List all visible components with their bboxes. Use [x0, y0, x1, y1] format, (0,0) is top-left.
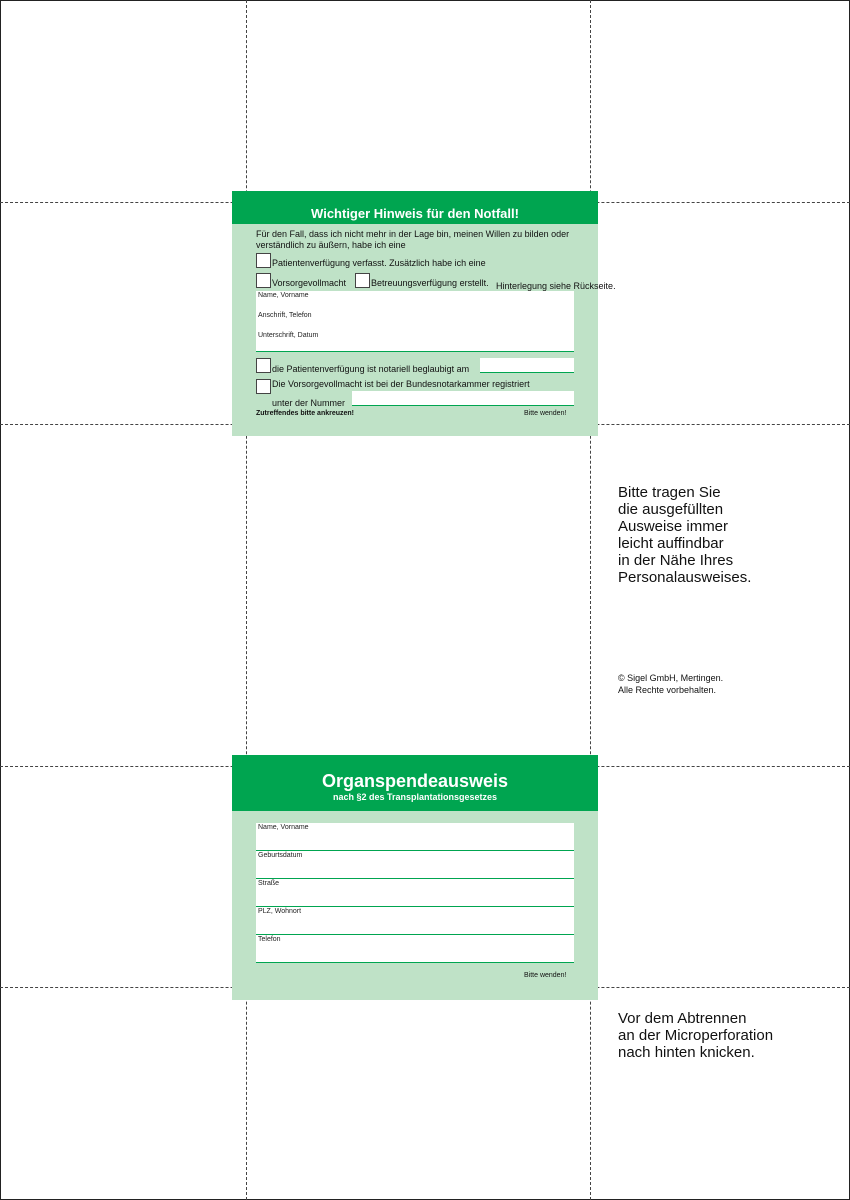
bitte-wenden-1: Bitte wenden! [524, 410, 567, 417]
betreuungsverfuegung-checkbox[interactable] [355, 273, 370, 288]
carry-hint-line-4: leicht auffindbar [618, 535, 724, 552]
notfall-title: Wichtiger Hinweis für den Notfall! [232, 191, 598, 224]
notfall-card [232, 191, 616, 436]
name-field[interactable] [256, 291, 574, 312]
carry-hint-line-2: die ausgefüllten [618, 501, 724, 518]
telefon-label: Telefon [258, 936, 281, 943]
organ-name-field[interactable] [256, 823, 574, 851]
notfall-intro: Für den Fall, dass ich nicht mehr in der Lage bin, meinen Willen zu bilden oder verständlich zu äußern, habe ich eine [256, 229, 570, 250]
carry-hint-line-1: Bitte tragen Sie [618, 484, 721, 501]
bundesnotarkammer-checkbox[interactable] [256, 379, 271, 394]
perforation-vertical-right [590, 0, 591, 1200]
organspende-card [232, 755, 598, 1000]
bitte-wenden-2: Bitte wenden! [524, 972, 567, 979]
geburtsdatum-field[interactable] [256, 851, 574, 879]
copyright-notice [618, 672, 723, 696]
notariell-checkbox[interactable] [256, 358, 271, 373]
nummer-field[interactable] [352, 391, 574, 406]
name-field-label: Name, Vorname [258, 292, 309, 299]
carry-hint [618, 484, 751, 586]
patientenverfuegung-checkbox[interactable] [256, 253, 271, 268]
fold-instruction-line-2: an der Microperforation [618, 1027, 774, 1044]
organspende-banner [232, 755, 598, 811]
anschrift-field[interactable] [256, 311, 574, 332]
carry-hint-line-3: Ausweise immer [618, 518, 729, 535]
anschrift-field-label: Anschrift, Telefon [258, 312, 312, 319]
geburtsdatum-label: Geburtsdatum [258, 852, 303, 859]
notariell-label: die Patientenverfügung ist notariell beglaubigt am [272, 364, 470, 374]
vorsorgevollmacht-checkbox[interactable] [256, 273, 271, 288]
copyright-line-1: © Sigel GmbH, Mertingen. [618, 673, 724, 683]
strasse-field[interactable] [256, 879, 574, 907]
fold-instruction-line-1: Vor dem Abtrennen [618, 1010, 747, 1027]
fold-instruction-line-3: nach hinten knicken. [618, 1044, 755, 1061]
plz-wohnort-label: PLZ, Wohnort [258, 908, 302, 915]
organ-name-label: Name, Vorname [258, 824, 309, 831]
nummer-label: unter der Nummer [272, 398, 346, 408]
beglaubigt-datum-field[interactable] [480, 358, 574, 373]
zutreffendes-note: Zutreffendes bitte ankreuzen! [256, 410, 355, 417]
copyright-line-2: Alle Rechte vorbehalten. [618, 685, 717, 695]
telefon-field[interactable] [256, 935, 574, 963]
unterschrift-field-label: Unterschrift, Datum [258, 332, 319, 339]
patientenverfuegung-label: Patientenverfügung verfasst. Zusätzlich habe ich eine [272, 258, 486, 268]
fold-instruction [618, 1010, 773, 1061]
carry-hint-line-5: in der Nähe Ihres [618, 552, 734, 569]
hinterlegung-note: Hinterlegung siehe Rückseite. [496, 281, 616, 291]
organspende-title: Organspendeausweis [321, 771, 509, 791]
carry-hint-line-6: Personalausweises. [618, 569, 752, 586]
organspende-subtitle: nach §2 des Transplantationsgesetzes [332, 792, 498, 802]
perforation-vertical-left [246, 0, 247, 1200]
bundesnotarkammer-label: Die Vorsorgevollmacht ist bei der Bundesnotarkammer registriert [272, 379, 530, 389]
strasse-label: Straße [258, 880, 280, 887]
unterschrift-field[interactable] [256, 331, 574, 352]
vorsorgevollmacht-label: Vorsorgevollmacht [272, 278, 347, 288]
betreuungsverfuegung-label: Betreuungsverfügung erstellt. [371, 278, 489, 288]
plz-wohnort-field[interactable] [256, 907, 574, 935]
